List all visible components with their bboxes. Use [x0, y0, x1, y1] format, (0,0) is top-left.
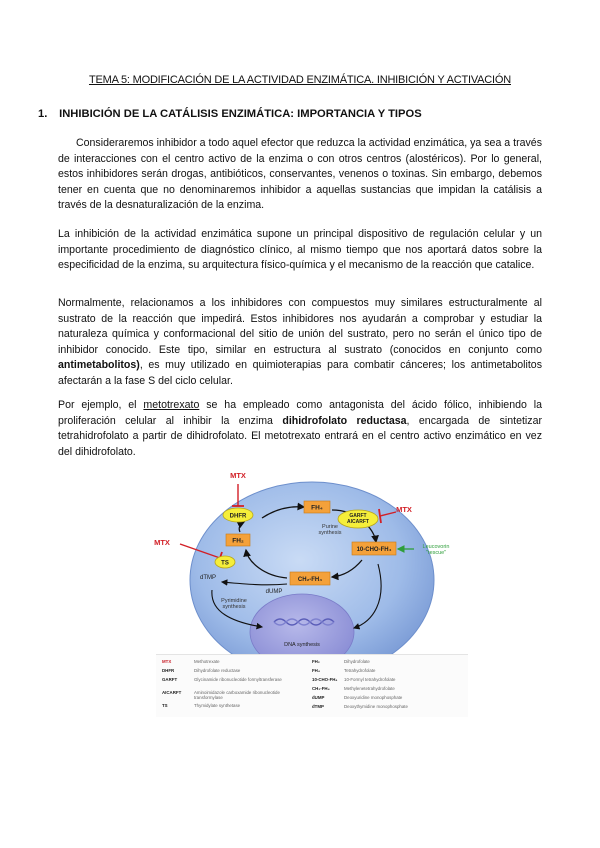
leucovorin-label-2: "rescue"	[425, 550, 447, 556]
legend-row: CH₂-FH₄ Methylenetetrahydrofolate	[312, 686, 395, 691]
legend-row: 10-CHO-FH₄ 10-Formyl tetrahydrofolate	[312, 677, 396, 682]
legend-row: dTMP Deoxythymidine monophosphate	[312, 704, 408, 709]
legend-row: DHFR Dihydrofolate reductase	[162, 668, 241, 673]
paragraph-4-text-c: , encargada de sintetizar tetrahidrofolato a partir de dihidrofolato. El metotrexato entrará en el centro activo enzimático en vez del dihidrofolato.	[58, 414, 542, 458]
ts-label: TS	[221, 560, 229, 567]
paragraph-3-text-b: , es muy utilizado en quimioterapias para combatir cánceres; los antimetabolitos afectarán a la fase S del ciclo celular.	[58, 359, 542, 387]
paragraph-4-text-a: Por ejemplo, el	[58, 399, 144, 411]
garft-label: GARFT	[349, 513, 367, 519]
legend-row: GARFT Glycinamide ribonucleotide formyltransferase	[162, 677, 282, 682]
section-heading-text: INHIBICIÓN DE LA CATÁLISIS ENZIMÁTICA: IMPORTANCIA Y TIPOS	[59, 108, 422, 120]
legend-row: TS Thymidylate synthetase	[162, 703, 241, 708]
legend-row: dUMP Deoxyuridine monophosphate	[312, 695, 403, 700]
paragraph-1: Consideraremos inhibidor a todo aquel efector que reduzca la actividad enzimática, ya sea a través de interacciones con el centro activo de la enzima o con otros centros (alostéricos). Por lo general, estos inhibidores serán drogas, antibióticos, conservantes, venenos o toxinas. Sin embargo, debemos tener en cuenta que no denominaremos inhibidor a aquellas sustancias que impidan la catálisis a través de la desnaturalización de la enzima.	[58, 137, 542, 211]
dump-label: dUMP	[265, 589, 283, 595]
mtx-top-label: MTX	[230, 471, 246, 480]
paragraph-3	[58, 296, 542, 389]
dhfr-label: DHFR	[229, 513, 247, 520]
legend-row: AICARFT Aminoimidazole carboxamide ribonucleotide transformylase	[162, 690, 280, 700]
legend-row: MTX Methotrexate	[162, 659, 220, 664]
paragraph-3-text-a: Normalmente, relacionamos a los inhibidores con compuestos muy similares estructuralmente al sustrato de la reacción que impedirá. Estos inhibidores nos ayudarán a comprobar y estudiar la naturaleza química y conformacional del sitio de unión del sustrato, pero no serán el único tipo de inhibidor conocido. Este tipo, similar en estructura al sustrato (conocidos en conjunto como	[58, 297, 542, 356]
section-heading	[38, 108, 422, 120]
paragraph-4-text-b: se ha empleado como antagonista del ácido fólico, inhibiendo la proliferación celular al inhibir la enzima	[58, 399, 542, 427]
page-title: TEMA 5: MODIFICACIÓN DE LA ACTIVIDAD ENZIMÁTICA. INHIBICIÓN Y ACTIVACIÓN	[88, 74, 511, 86]
section-number: 1.	[38, 108, 48, 120]
dtmp-label: dTMP	[199, 575, 217, 581]
pyrimidine-synthesis-label-2: synthesis	[222, 604, 246, 610]
leucovorin-label-1: Leucovorin	[422, 544, 450, 550]
term-dihidrofolato-reductasa: dihidrofolato reductasa	[282, 414, 407, 427]
ch2-fh4-label: CH₂-FH₄	[297, 577, 323, 583]
dna-synthesis-label: DNA synthesis	[284, 642, 320, 648]
fh4-label: FH₄	[311, 504, 323, 512]
term-antimetabolitos: antimetabolitos)	[58, 359, 140, 371]
pyrimidine-synthesis-label-1: Pyrimidine	[221, 598, 247, 604]
cho-fh4-label: 10-CHO-FH₄	[356, 547, 392, 553]
legend-row: FH₂ Dihydrofolate	[312, 659, 370, 664]
legend-right-column	[312, 659, 454, 713]
mtx-right-label: MTX	[396, 505, 412, 514]
mtx-left-label: MTX	[154, 538, 170, 547]
purine-synthesis-label-2: synthesis	[318, 530, 342, 536]
paragraph-2: La inhibición de la actividad enzimática supone un principal dispositivo de regulación celular y un importante procedimiento de diagnóstico clínico, al mismo tiempo que nos aportará datos sobre la especificidad de la enzima, su arquitectura físico-química y el mecanismo de la reacción que catalice.	[58, 228, 542, 271]
legend-row: FH₄ Tetrahydrofolate	[312, 668, 376, 673]
paragraph-4	[58, 398, 542, 460]
aicarft-label: AICARFT	[347, 519, 369, 525]
legend-left-column	[162, 659, 304, 712]
term-metotrexato: metotrexato	[143, 399, 200, 411]
purine-synthesis-label-1: Purine	[322, 524, 338, 530]
fh2-label: FH₂	[232, 537, 244, 545]
figure-legend	[156, 654, 468, 717]
